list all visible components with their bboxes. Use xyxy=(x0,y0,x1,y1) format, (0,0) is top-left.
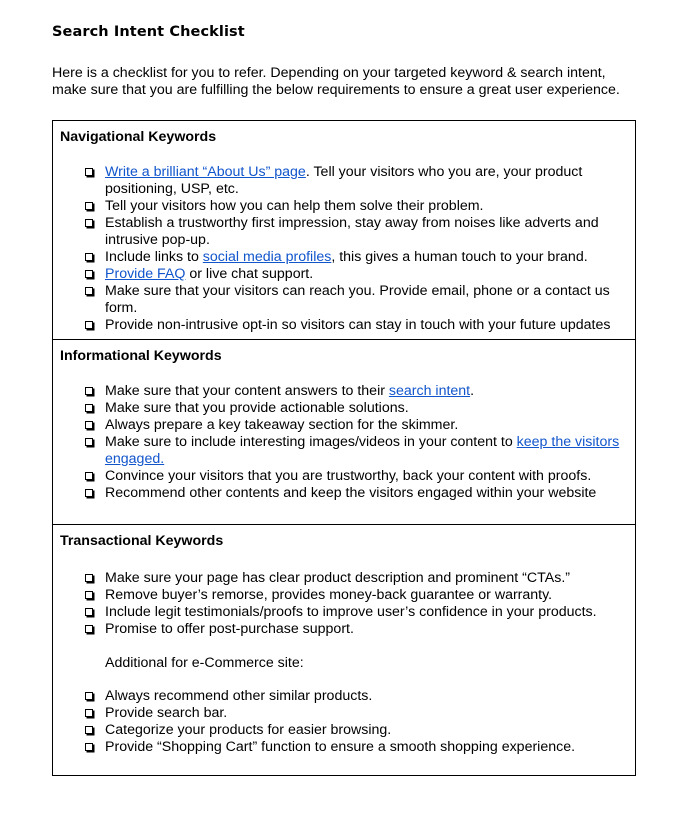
intro-paragraph: Here is a checklist for you to refer. Depending on your targeted keyword & search intent, make sure that you are fulfilling the below requirements to ensure a great user experience. xyxy=(52,65,620,98)
checklist xyxy=(53,164,635,334)
item-text: Establish a trustworthy first impression, stay away from noises like adverts and intrusive pop-up. xyxy=(105,215,599,248)
item-text: Always prepare a key takeaway section for the skimmer. xyxy=(105,417,459,433)
section-heading: Navigational Keywords xyxy=(60,129,217,145)
page-title: Search Intent Checklist xyxy=(52,24,245,40)
checkbox-icon[interactable] xyxy=(85,253,93,261)
checkbox-icon[interactable] xyxy=(85,270,93,278)
item-text: Make sure that your visitors can reach you. Provide email, phone or a contact us form. xyxy=(105,283,610,316)
checkbox-icon[interactable] xyxy=(85,219,93,227)
checklist-item xyxy=(53,266,635,283)
checklist-item xyxy=(53,587,635,604)
checklist-item xyxy=(53,705,635,722)
checklist xyxy=(53,570,635,638)
item-link[interactable]: search intent xyxy=(388,383,471,399)
item-text: or live chat support. xyxy=(185,266,314,282)
checkbox-icon[interactable] xyxy=(85,387,93,395)
checklist-table xyxy=(52,120,636,776)
checkbox-icon[interactable] xyxy=(85,709,93,717)
checkbox-icon[interactable] xyxy=(85,202,93,210)
item-text: Remove buyer’s remorse, provides money-back guarantee or warranty. xyxy=(105,587,553,603)
checkbox-icon[interactable] xyxy=(85,489,93,497)
checklist-item xyxy=(53,722,635,739)
checkbox-icon[interactable] xyxy=(85,692,93,700)
checklist-item xyxy=(53,400,635,417)
item-text: Make sure to include interesting images/videos in your content to xyxy=(105,434,517,450)
checkbox-icon[interactable] xyxy=(85,321,93,329)
checklist-item xyxy=(53,283,635,317)
section-informational xyxy=(53,339,635,524)
item-text: Promise to offer post-purchase support. xyxy=(105,621,354,637)
item-text: Provide search bar. xyxy=(105,705,228,721)
ecommerce-note: Additional for e-Commerce site: xyxy=(105,655,304,671)
section-heading: Informational Keywords xyxy=(60,348,222,364)
checklist-item xyxy=(53,468,635,485)
item-link[interactable]: Write a brilliant “About Us” page xyxy=(105,164,306,180)
checklist-item xyxy=(53,485,635,502)
checklist xyxy=(53,383,635,502)
item-text: Make sure that you provide actionable solutions. xyxy=(105,400,409,416)
checklist-item xyxy=(53,317,635,334)
section-heading: Transactional Keywords xyxy=(60,533,224,549)
item-text: Make sure your page has clear product description and prominent “CTAs.” xyxy=(105,570,570,586)
item-text: Recommend other contents and keep the visitors engaged within your website xyxy=(105,485,597,501)
checklist-item xyxy=(53,249,635,266)
checklist-item xyxy=(53,434,635,468)
item-text: Always recommend other similar products. xyxy=(105,688,373,704)
item-text: Include legit testimonials/proofs to improve user’s confidence in your products. xyxy=(105,604,597,620)
checklist-item xyxy=(53,164,635,198)
checklist-ecommerce xyxy=(53,688,635,756)
item-text: Provide “Shopping Cart” function to ensure a smooth shopping experience. xyxy=(105,739,576,755)
checklist-item xyxy=(53,604,635,621)
checkbox-icon[interactable] xyxy=(85,472,93,480)
item-text: Categorize your products for easier browsing. xyxy=(105,722,392,738)
checkbox-icon[interactable] xyxy=(85,608,93,616)
item-text: Tell your visitors how you can help them solve their problem. xyxy=(105,198,484,214)
checkbox-icon[interactable] xyxy=(85,743,93,751)
checkbox-icon[interactable] xyxy=(85,421,93,429)
section-transactional xyxy=(53,524,635,775)
checkbox-icon[interactable] xyxy=(85,726,93,734)
item-link[interactable]: social media profiles xyxy=(202,249,332,265)
checkbox-icon[interactable] xyxy=(85,438,93,446)
checkbox-icon[interactable] xyxy=(85,591,93,599)
checklist-item xyxy=(53,570,635,587)
checklist-item xyxy=(53,198,635,215)
item-text: , this gives a human touch to your brand. xyxy=(331,249,588,265)
checklist-item xyxy=(53,688,635,705)
item-text: . Tell your visitors who you are, your product positioning, USP, etc. xyxy=(105,164,583,197)
checkbox-icon[interactable] xyxy=(85,287,93,295)
item-text: Include links to xyxy=(105,249,203,265)
checkbox-icon[interactable] xyxy=(85,404,93,412)
checkbox-icon[interactable] xyxy=(85,574,93,582)
checkbox-icon[interactable] xyxy=(85,625,93,633)
checklist-item xyxy=(53,383,635,400)
item-text: Provide non-intrusive opt-in so visitors can stay in touch with your future updates xyxy=(105,317,611,333)
item-text: Convince your visitors that you are trustworthy, back your content with proofs. xyxy=(105,468,592,484)
section-navigational xyxy=(53,121,635,339)
item-text: Make sure that your content answers to their xyxy=(105,383,389,399)
checklist-item xyxy=(53,739,635,756)
checkbox-icon[interactable] xyxy=(85,168,93,176)
item-text: . xyxy=(470,383,475,399)
checklist-item xyxy=(53,621,635,638)
item-link[interactable]: keep the visitors engaged. xyxy=(105,434,620,467)
checklist-item xyxy=(53,417,635,434)
checklist-item xyxy=(53,215,635,249)
item-link[interactable]: Provide FAQ xyxy=(105,266,186,282)
